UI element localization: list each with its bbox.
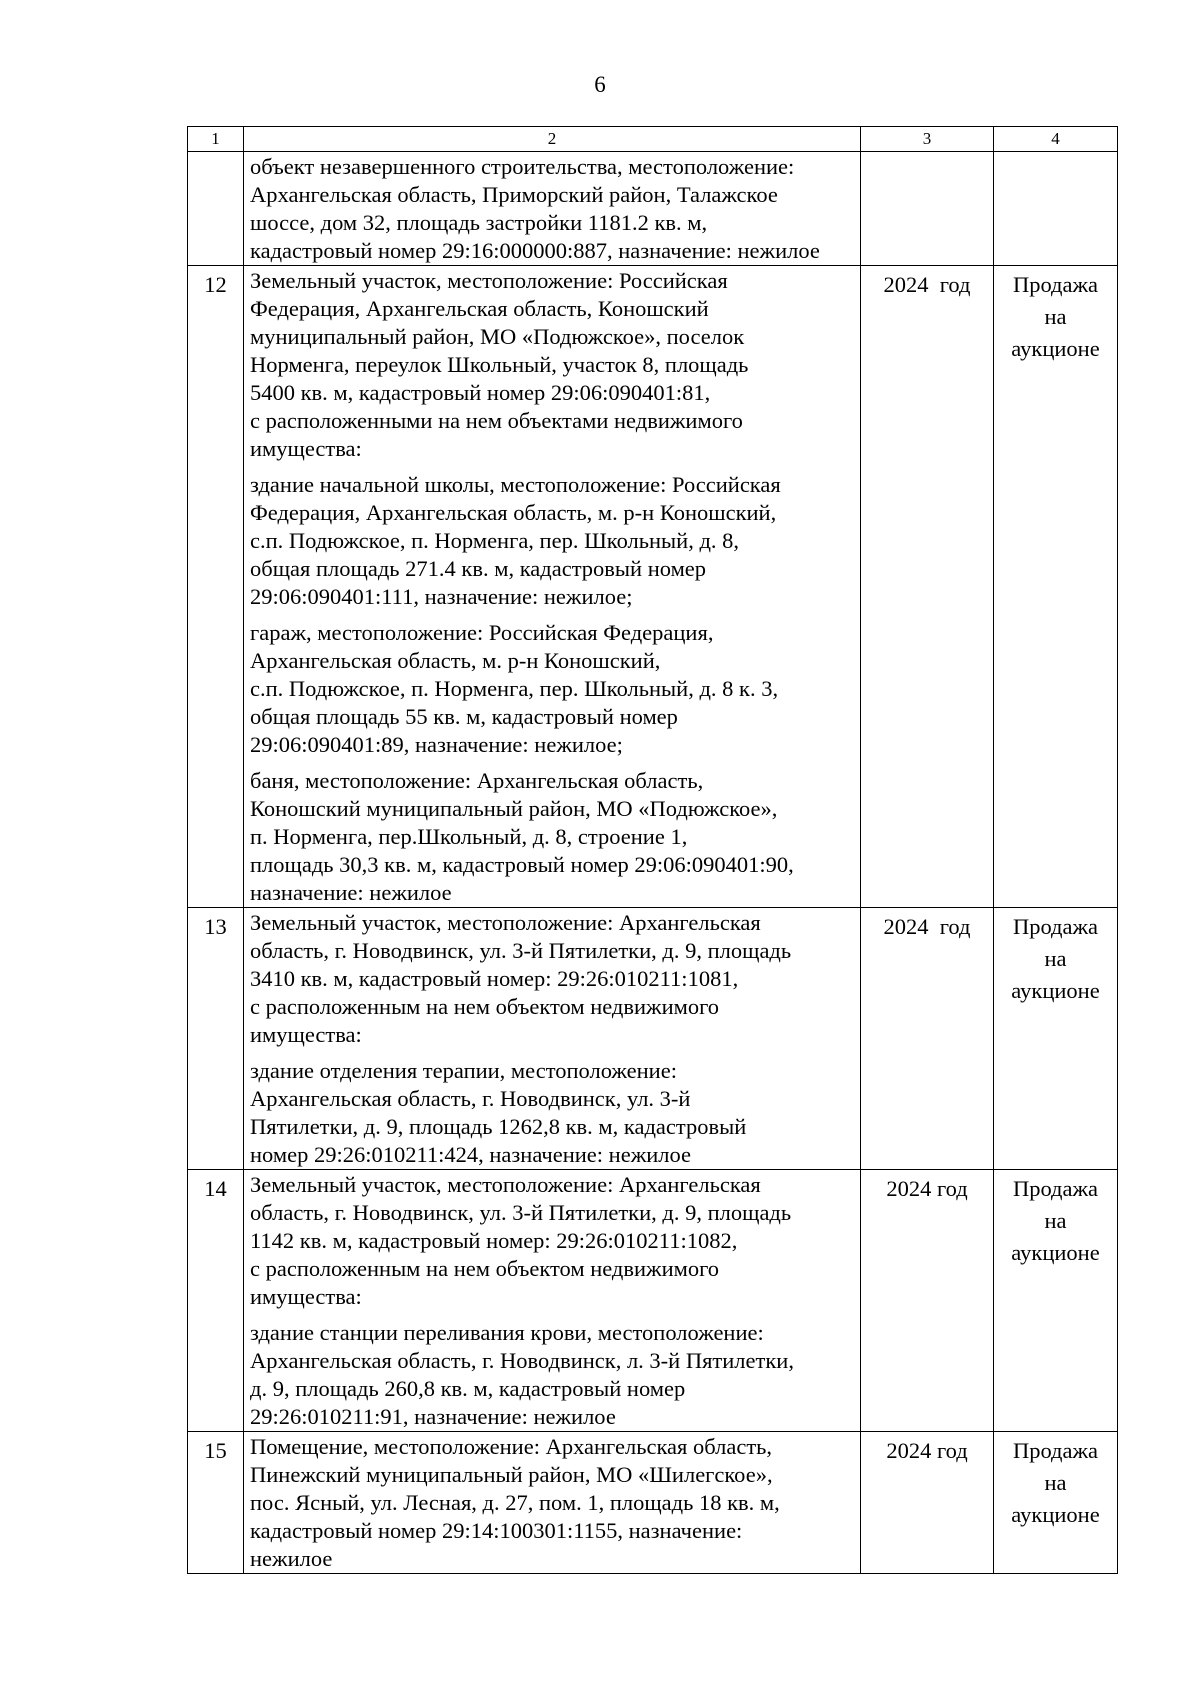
description-line: кадастровый номер 29:14:100301:1155, назначение: xyxy=(250,1518,743,1543)
row-number-cell xyxy=(188,1432,244,1574)
description-line: область, г. Новодвинск, ул. 3-й Пятилетки, д. 9, площадь xyxy=(250,938,792,963)
description-line: Норменга, переулок Школьный, участок 8, площадь xyxy=(250,352,749,377)
sale-method-line: аукционе xyxy=(1011,978,1100,1003)
description-line: 29:06:090401:89, назначение: нежилое; xyxy=(250,732,623,757)
description-paragraph xyxy=(250,1057,856,1169)
sale-method-line: на xyxy=(1044,1470,1067,1495)
description-line: 5400 кв. м, кадастровый номер 29:06:090401:81, xyxy=(250,380,711,405)
description-line: 1142 кв. м, кадастровый номер: 29:26:010211:1082, xyxy=(250,1228,738,1253)
description-paragraph xyxy=(250,1171,856,1311)
description-cell xyxy=(244,266,861,908)
description-line: здание станции переливания крови, местоположение: xyxy=(250,1320,764,1345)
description-cell xyxy=(244,1170,861,1432)
description-line: общая площадь 55 кв. м, кадастровый номер xyxy=(250,704,678,729)
description-line: Федерация, Архангельская область, Коношский xyxy=(250,296,709,321)
description-line: Архангельская область, Приморский район, Талажское xyxy=(250,182,778,207)
description-line: кадастровый номер 29:16:000000:887, назначение: нежилое xyxy=(250,238,820,263)
description-line: Коношский муниципальный район, МО «Подюжское», xyxy=(250,796,778,821)
header-col-3: 3 xyxy=(861,127,994,152)
description-paragraph xyxy=(250,1319,856,1431)
year-value xyxy=(861,152,993,155)
description-line: гараж, местоположение: Российская Федерация, xyxy=(250,620,714,645)
sale-method-line: Продажа xyxy=(1012,914,1099,939)
description-line: шоссе, дом 32, площадь застройки 1181.2 кв. м, xyxy=(250,210,708,235)
description-paragraph xyxy=(250,471,856,611)
year-value: 2024 год xyxy=(883,272,971,297)
table-row xyxy=(188,152,1118,266)
description-line: площадь 30,3 кв. м, кадастровый номер 29:06:090401:90, xyxy=(250,852,794,877)
description-line: 3410 кв. м, кадастровый номер: 29:26:010211:1081, xyxy=(250,966,739,991)
row-number: 12 xyxy=(204,272,227,297)
header-col-1: 1 xyxy=(188,127,244,152)
header-row xyxy=(188,127,1118,152)
table-row xyxy=(188,266,1118,908)
table-row xyxy=(188,1170,1118,1432)
row-number-cell xyxy=(188,266,244,908)
sale-method-line: Продажа xyxy=(1012,272,1099,297)
description-line: с.п. Подюжское, п. Норменга, пер. Школьный, д. 8, xyxy=(250,528,740,553)
description-line: 29:26:010211:91, назначение: нежилое xyxy=(250,1404,616,1429)
description-line: Земельный участок, местоположение: Архангельская xyxy=(250,1172,761,1197)
row-number-cell xyxy=(188,1170,244,1432)
year-cell xyxy=(861,1170,994,1432)
description-paragraph xyxy=(250,1433,856,1573)
page-number: 6 xyxy=(594,72,606,97)
sale-method-cell xyxy=(994,1170,1118,1432)
row-number-cell xyxy=(188,152,244,266)
year-cell xyxy=(861,1432,994,1574)
description-line: с расположенным на нем объектом недвижимого xyxy=(250,1256,720,1281)
description-line: с расположенными на нем объектами недвижимого xyxy=(250,408,743,433)
description-cell xyxy=(244,152,861,266)
description-line: муниципальный район, МО «Подюжское», поселок xyxy=(250,324,745,349)
description-line: Архангельская область, г. Новодвинск, л. 3-й Пятилетки, xyxy=(250,1348,794,1373)
row-number: 13 xyxy=(204,914,227,939)
sale-method-cell xyxy=(994,266,1118,908)
table-row xyxy=(188,908,1118,1170)
row-number xyxy=(188,152,243,155)
description-line: имущества: xyxy=(250,1284,362,1309)
row-number-cell xyxy=(188,908,244,1170)
sale-method-line: аукционе xyxy=(1011,336,1100,361)
description-line: нежилое xyxy=(250,1546,333,1571)
sale-method-cell xyxy=(994,1432,1118,1574)
sale-method-cell xyxy=(994,152,1118,266)
property-table xyxy=(187,126,1118,1574)
sale-method-line: Продажа xyxy=(1012,1176,1099,1201)
description-line: пос. Ясный, ул. Лесная, д. 27, пом. 1, площадь 18 кв. м, xyxy=(250,1490,780,1515)
description-line: имущества: xyxy=(250,436,362,461)
sale-method-line: на xyxy=(1044,1208,1067,1233)
description-line: здание отделения терапии, местоположение: xyxy=(250,1058,677,1083)
description-line: с.п. Подюжское, п. Норменга, пер. Школьный, д. 8 к. 3, xyxy=(250,676,779,701)
description-line: общая площадь 271.4 кв. м, кадастровый номер xyxy=(250,556,707,581)
description-paragraph xyxy=(250,153,856,265)
description-line: с расположенным на нем объектом недвижимого xyxy=(250,994,720,1019)
header-col-2: 2 xyxy=(244,127,861,152)
description-line: имущества: xyxy=(250,1022,362,1047)
year-value: 2024 год xyxy=(883,914,971,939)
description-line: Пинежский муниципальный район, МО «Шилегское», xyxy=(250,1462,773,1487)
description-line: Федерация, Архангельская область, м. р-н Коношский, xyxy=(250,500,777,525)
description-paragraph xyxy=(250,909,856,1049)
description-line: номер 29:26:010211:424, назначение: нежилое xyxy=(250,1142,692,1167)
description-paragraph xyxy=(250,767,856,907)
description-cell xyxy=(244,1432,861,1574)
description-cell xyxy=(244,908,861,1170)
header-col-4: 4 xyxy=(994,127,1118,152)
description-line: д. 9, площадь 260,8 кв. м, кадастровый номер xyxy=(250,1376,686,1401)
description-line: Земельный участок, местоположение: Архангельская xyxy=(250,910,761,935)
table-body xyxy=(188,152,1118,1574)
description-line: Помещение, местоположение: Архангельская область, xyxy=(250,1434,773,1459)
description-line: Архангельская область, м. р-н Коношский, xyxy=(250,648,661,673)
table-row xyxy=(188,1432,1118,1574)
row-number: 14 xyxy=(204,1176,227,1201)
description-line: назначение: нежилое xyxy=(250,880,452,905)
description-line: Земельный участок, местоположение: Российская xyxy=(250,268,728,293)
description-paragraph xyxy=(250,267,856,463)
year-cell xyxy=(861,908,994,1170)
year-value: 2024 год xyxy=(886,1176,968,1201)
description-line: Архангельская область, г. Новодвинск, ул. 3-й xyxy=(250,1086,691,1111)
sale-method-line: аукционе xyxy=(1011,1240,1100,1265)
description-line: баня, местоположение: Архангельская область, xyxy=(250,768,704,793)
description-line: 29:06:090401:111, назначение: нежилое; xyxy=(250,584,633,609)
sale-method-cell xyxy=(994,908,1118,1170)
description-line: область, г. Новодвинск, ул. 3-й Пятилетки, д. 9, площадь xyxy=(250,1200,792,1225)
year-cell xyxy=(861,152,994,266)
sale-method-line: Продажа xyxy=(1012,1438,1099,1463)
description-line: здание начальной школы, местоположение: Российская xyxy=(250,472,781,497)
sale-method-line: на xyxy=(1044,946,1067,971)
description-line: п. Норменга, пер.Школьный, д. 8, строение 1, xyxy=(250,824,688,849)
sale-method-line: на xyxy=(1044,304,1067,329)
description-line: Пятилетки, д. 9, площадь 1262,8 кв. м, кадастровый xyxy=(250,1114,747,1139)
year-cell xyxy=(861,266,994,908)
description-line: объект незавершенного строительства, местоположение: xyxy=(250,154,795,179)
row-number: 15 xyxy=(204,1438,227,1463)
description-paragraph xyxy=(250,619,856,759)
sale-method-line: аукционе xyxy=(1011,1502,1100,1527)
year-value: 2024 год xyxy=(886,1438,968,1463)
